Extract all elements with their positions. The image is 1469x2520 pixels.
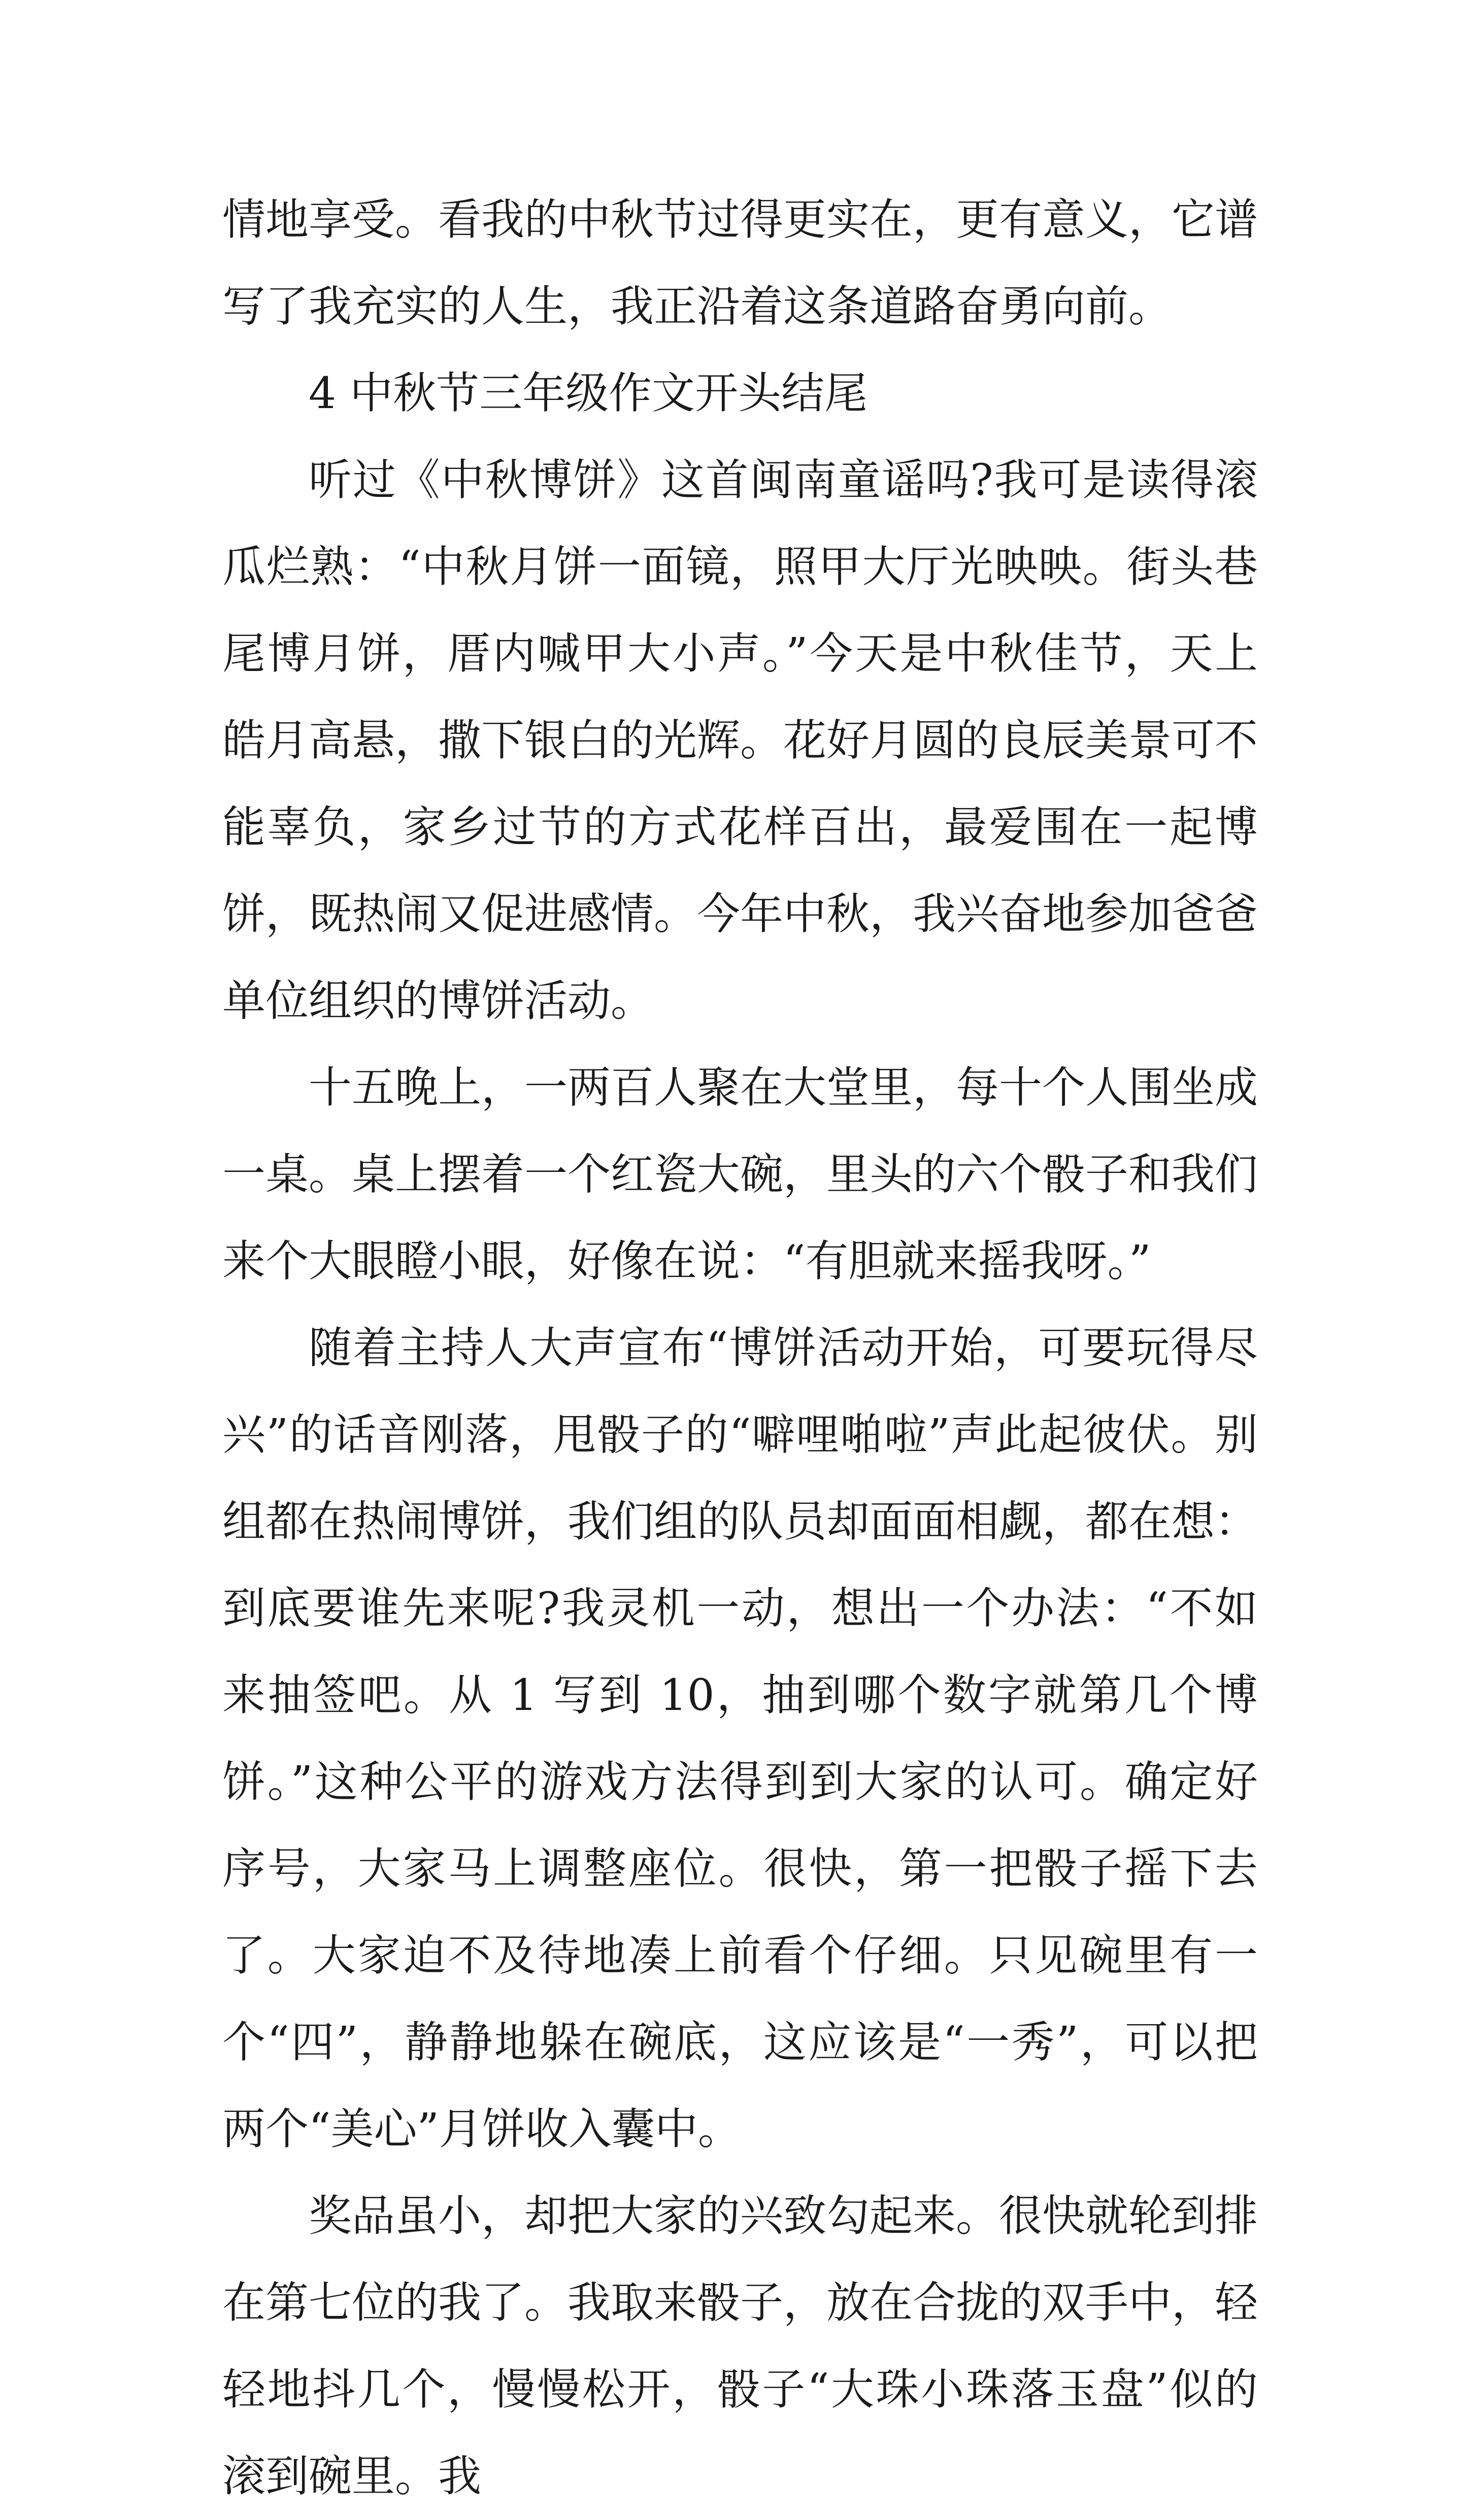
document-body (222, 177, 1258, 2520)
paragraph: 十五晚上，一两百人聚在大堂里，每十个人围坐成一桌。桌上摆着一个红瓷大碗，里头的六个骰子和我们来个大眼瞪小眼，好像在说：“有胆就来摇我呀。” (222, 1063, 1258, 1287)
section-heading: 4 中秋节三年级作文开头结尾 (309, 368, 868, 419)
paragraph-continuation: 情地享受。看我的中秋节过得更实在，更有意义，它谱写了我充实的人生，我正沿着这条道路奋勇向前。 (222, 195, 1258, 332)
paragraph: 随着主持人大声宣布“博饼活动开始，可要玩得尽兴”的话音刚落，甩骰子的“噼哩啪啦”声此起彼伏。别组都在热闹博饼，我们组的队员却面面相觑，都在想：到底要谁先来呢?我灵机一动，想出一个办法：“不如来抽签吧。从 1 写到 10，抽到哪个数字就第几个博饼。”这种公平的游戏方法得到到大家的认可。确定好序号，大家马上调整座位。很快，第一把骰子摇下去了。大家迫不及待地凑上前看个仔细。只见碗里有一个“四”，静静地躲在碗底，这应该是“一秀”，可以把两个“美心”月饼收入囊中。 (222, 1323, 1258, 2155)
paragraph: 听过《中秋博饼》这首闽南童谣吗?我可是读得滚瓜烂熟：“中秋月饼一面镜，照甲大厅光映映。街头巷尾博月饼，厝内喊甲大小声。”今天是中秋佳节，天上皓月高悬，撒下银白的光辉。花好月圆的良辰美景可不能辜负，家乡过节的方式花样百出，最爱围在一起博饼，既热闹又促进感情。今年中秋，我兴奋地参加爸爸单位组织的博饼活动。 (222, 455, 1258, 1026)
paragraph: 奖品虽小，却把大家的兴致勾起来。很快就轮到排在第七位的我了。我取来骰子，放在合拢的双手中，轻轻地抖几个，慢慢松开，骰子“大珠小珠落玉盘”似的滚到碗里。我 (222, 2191, 1258, 2502)
